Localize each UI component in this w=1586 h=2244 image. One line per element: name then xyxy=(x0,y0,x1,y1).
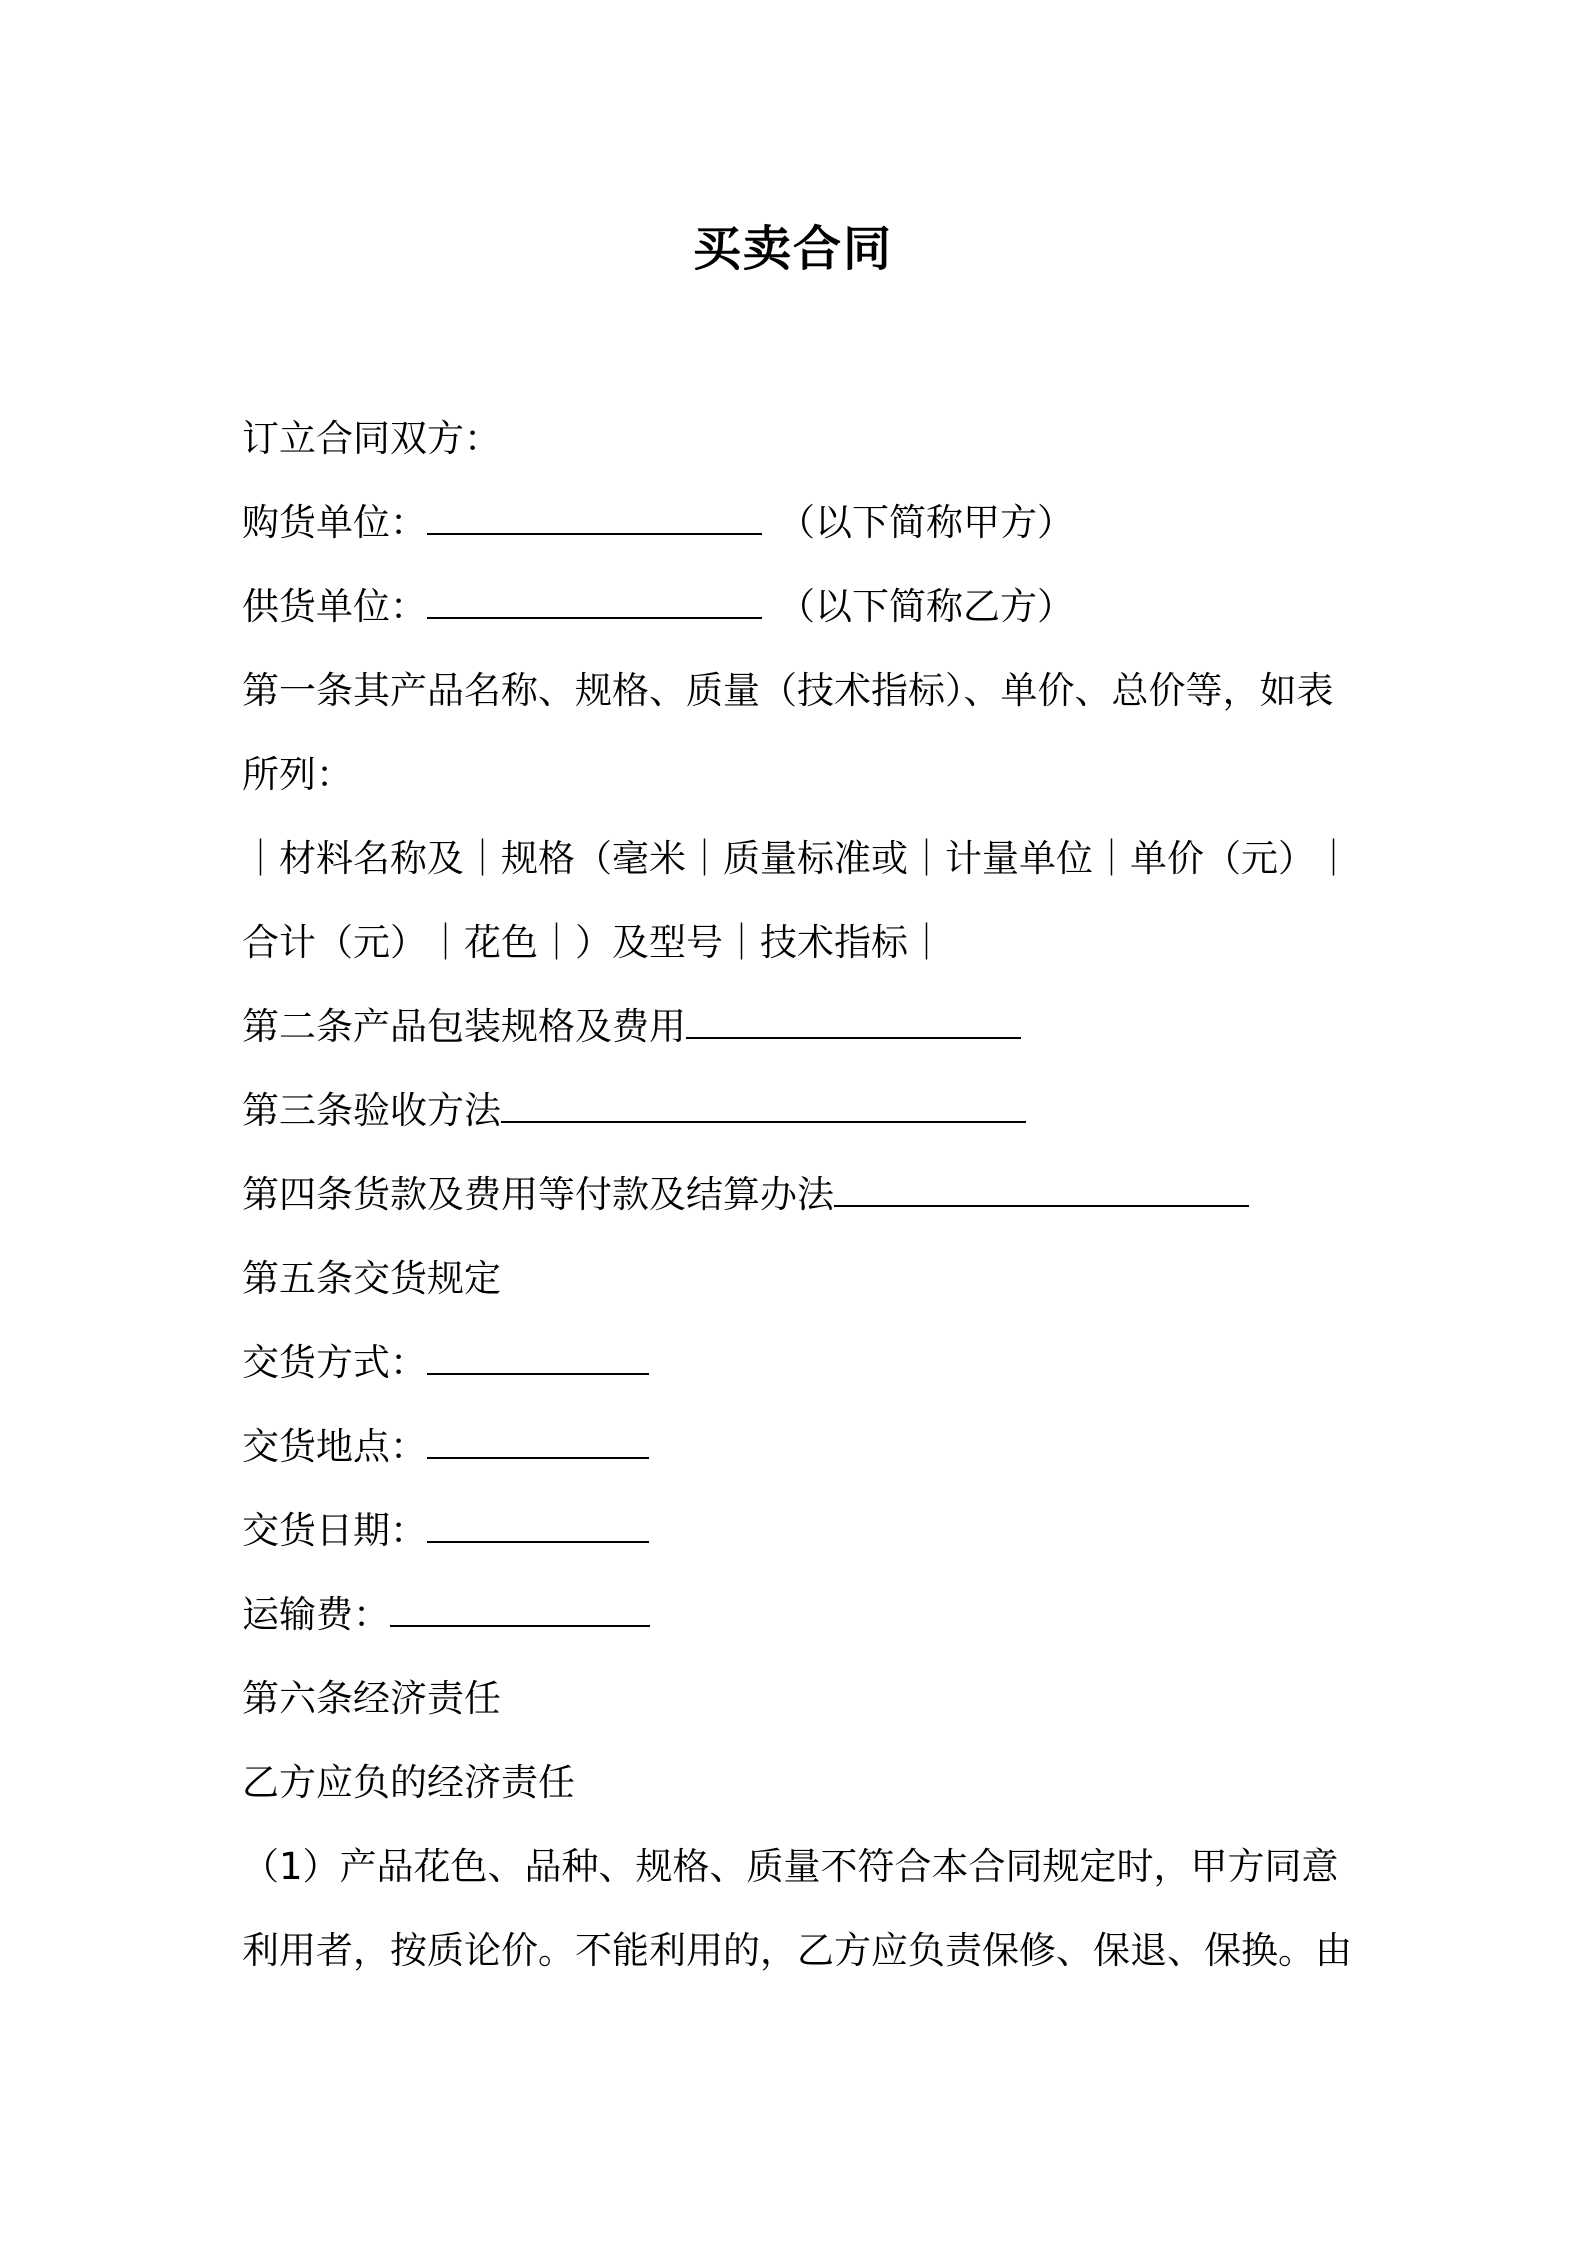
delivery-date-label: 交货日期： xyxy=(242,1509,427,1552)
article1-line1: 第一条其产品名称、规格、质量（技术指标）、单价、总价等，如表 xyxy=(242,669,1334,712)
seller-label: 供货单位： xyxy=(242,585,427,628)
delivery-method-label: 交货方式： xyxy=(242,1341,427,1384)
article3-line xyxy=(242,1085,1026,1137)
intro-line: 订立合同双方： xyxy=(242,417,501,460)
buyer-note: （以下简称甲方） xyxy=(778,501,1074,544)
article3-label: 第三条验收方法 xyxy=(242,1089,501,1132)
seller-note: （以下简称乙方） xyxy=(778,585,1074,628)
seller-blank[interactable] xyxy=(427,583,762,619)
article3-blank[interactable] xyxy=(501,1087,1026,1123)
seller-line xyxy=(242,581,1074,633)
article2-line xyxy=(242,1001,1021,1053)
table-row-2: 合计（元）｜花色｜）及型号｜技术指标｜ xyxy=(242,921,945,964)
article4-line xyxy=(242,1169,1249,1221)
delivery-method-line xyxy=(242,1337,649,1389)
article2-blank[interactable] xyxy=(686,1003,1021,1039)
article4-label: 第四条货款及费用等付款及结算办法 xyxy=(242,1173,834,1216)
clause1-line2: 利用者，按质论价。不能利用的，乙方应负责保修、保退、保换。由 xyxy=(242,1929,1352,1972)
article2-label: 第二条产品包装规格及费用 xyxy=(242,1005,686,1048)
delivery-place-blank[interactable] xyxy=(427,1423,649,1459)
article1-line2: 所列： xyxy=(242,753,353,796)
clause1-line1: （1）产品花色、品种、规格、质量不符合本合同规定时，甲方同意 xyxy=(242,1845,1339,1888)
buyer-line xyxy=(242,497,1074,549)
freight-blank[interactable] xyxy=(390,1591,650,1627)
freight-line xyxy=(242,1589,650,1641)
article6-line: 第六条经济责任 xyxy=(242,1677,501,1720)
freight-label: 运输费： xyxy=(242,1593,390,1636)
delivery-place-line xyxy=(242,1421,649,1473)
buyer-blank[interactable] xyxy=(427,499,762,535)
article4-blank[interactable] xyxy=(834,1171,1249,1207)
article5-line: 第五条交货规定 xyxy=(242,1257,501,1300)
seller-liability-line: 乙方应负的经济责任 xyxy=(242,1761,575,1804)
delivery-place-label: 交货地点： xyxy=(242,1425,427,1468)
delivery-method-blank[interactable] xyxy=(427,1339,649,1375)
delivery-date-blank[interactable] xyxy=(427,1507,649,1543)
document-title: 买卖合同 xyxy=(692,221,893,277)
delivery-date-line xyxy=(242,1505,649,1557)
table-row-1: ｜材料名称及｜规格（毫米｜质量标准或｜计量单位｜单价（元）｜ xyxy=(242,837,1352,880)
buyer-label: 购货单位： xyxy=(242,501,427,544)
